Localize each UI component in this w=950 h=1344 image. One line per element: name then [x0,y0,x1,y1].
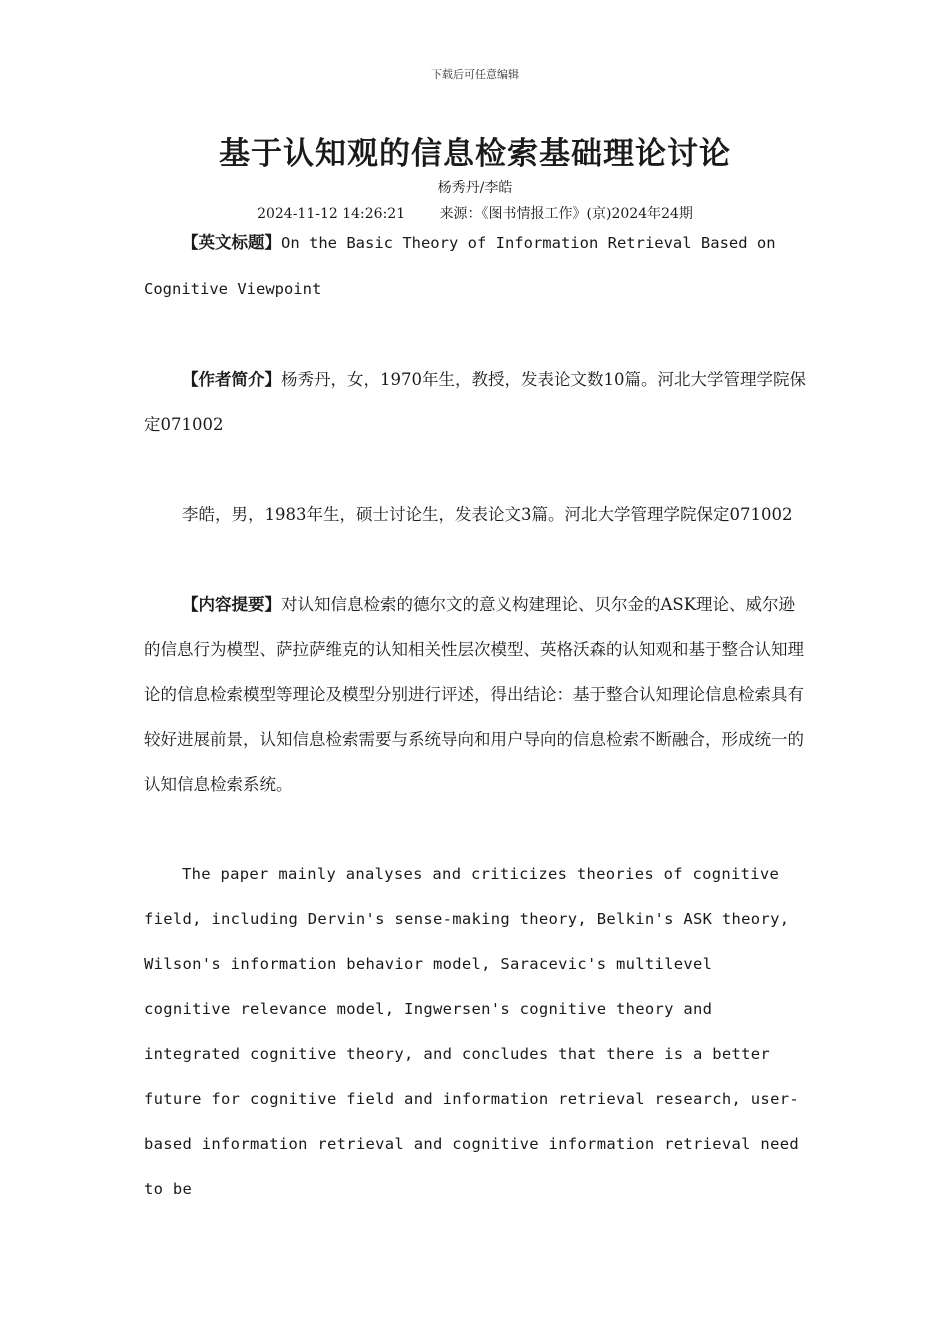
author-intro-label: 【作者简介】 [182,370,281,389]
author-intro-paragraph [144,357,808,447]
abstract-label: 【内容提要】 [182,595,281,614]
english-title-paragraph [144,220,808,312]
publication-source: 来源：《图书情报工作》(京)2024年24期 [439,206,693,222]
english-title-text: On the Basic Theory of Information Retrieval Based on Cognitive Viewpoint [144,234,776,298]
publish-datetime: 2024-11-12 14:26:21 [257,206,406,222]
second-author-paragraph: 李皓，男，1983年生，硕士讨论生，发表论文3篇。河北大学管理学院保定071002 [182,505,793,524]
abstract-paragraph [144,582,808,807]
header-note: 下载后可任意编辑 [431,68,519,81]
article-body [144,220,808,1212]
article-authors: 杨秀丹/李皓 [437,180,513,196]
article-title: 基于认知观的信息检索基础理论讨论 [219,136,731,172]
english-abstract-paragraph: The paper mainly analyses and criticizes theories of cognitive field, including Dervin's sense-making theory, Belkin's ASK theory, Wilson's information behavior model, Saracevic's multilevel cognitive relevance model, Ingwersen's cognitive theory and integrated cognitive theory, and concludes that there is a better future for cognitive field and information retrieval research, user-based information retrieval and cognitive information retrieval need to be [144,865,799,1198]
author-intro-text: 杨秀丹，女，1970年生，教授，发表论文数10篇。河北大学管理学院保定071002 [144,370,806,434]
abstract-text: 对认知信息检索的德尔文的意义构建理论、贝尔金的ASK理论、威尔逊的信息行为模型、萨拉萨维克的认知相关性层次模型、英格沃森的认知观和基于整合认知理论的信息检索模型等理论及模型分别进行评述，得出结论：基于整合认知理论信息检索具有较好进展前景，认知信息检索需要与系统导向和用户导向的信息检索不断融合，形成统一的认知信息检索系统。 [144,595,804,794]
english-title-label: 【英文标题】 [182,233,281,252]
